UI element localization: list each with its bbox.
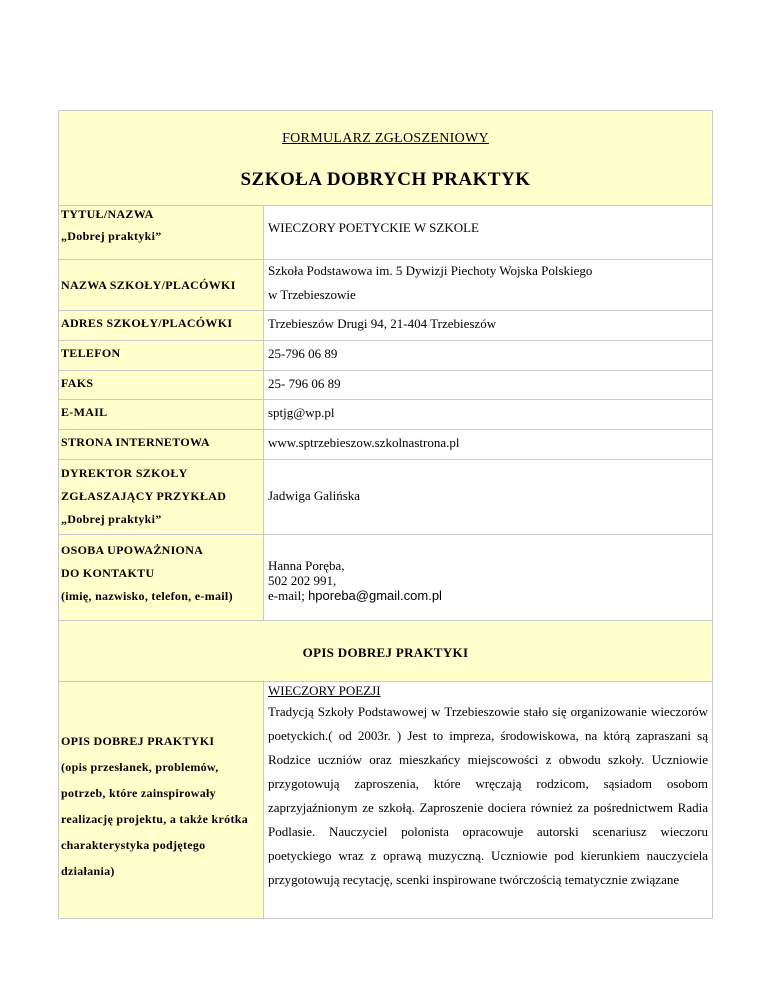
value-email-text: sptjg@wp.pl <box>268 405 335 420</box>
value-www-text: www.sptrzebieszow.szkolnastrona.pl <box>268 435 460 450</box>
label-opis <box>59 682 264 918</box>
row-adres <box>59 311 712 341</box>
row-telefon <box>59 341 712 371</box>
label-opis-line2: (opis przesłanek, problemów, <box>61 760 219 774</box>
value-dyrektor-text: Jadwiga Galińska <box>268 488 361 503</box>
value-dyrektor <box>264 460 712 534</box>
value-opis <box>264 682 712 918</box>
row-nazwa <box>59 260 712 311</box>
label-nazwa <box>59 260 264 310</box>
value-nazwa <box>264 260 712 310</box>
form-header <box>59 111 712 206</box>
value-www <box>264 430 712 459</box>
label-opis-line1: OPIS DOBREJ PRAKTYKI <box>61 734 215 748</box>
value-osoba <box>264 535 712 620</box>
label-nazwa-text: NAZWA SZKOŁY/PLACÓWKI <box>61 278 236 292</box>
label-opis-line5: charakterystyka podjętego <box>61 838 206 852</box>
value-telefon-text: 25-796 06 89 <box>268 346 338 361</box>
opis-heading: WIECZORY POEZJI <box>268 683 381 698</box>
row-www <box>59 430 712 460</box>
label-osoba <box>59 535 264 620</box>
label-adres <box>59 311 264 340</box>
label-opis-line3: potrzeb, które zainspirowały <box>61 786 216 800</box>
label-www <box>59 430 264 459</box>
label-telefon-text: TELEFON <box>61 346 121 360</box>
value-email <box>264 400 712 429</box>
label-tytul-line1: TYTUŁ/NAZWA <box>61 207 154 221</box>
label-dyrektor-line2: ZGŁASZAJĄCY PRZYKŁAD <box>61 489 227 503</box>
label-www-text: STRONA INTERNETOWA <box>61 435 210 449</box>
label-dyrektor <box>59 460 264 534</box>
value-osoba-name: Hanna Poręba, <box>268 558 345 573</box>
value-tytul <box>264 206 712 259</box>
label-dyrektor-line3: „Dobrej praktyki” <box>61 512 162 526</box>
form-title: SZKOŁA DOBRYCH PRAKTYK <box>240 169 531 190</box>
value-nazwa-line2: w Trzebieszowie <box>268 287 356 302</box>
label-email <box>59 400 264 429</box>
value-tytul-text: WIECZORY POETYCKIE W SZKOLE <box>268 220 479 235</box>
value-osoba-phone: 502 202 991, <box>268 573 337 588</box>
opis-header <box>59 621 712 682</box>
value-osoba-email-prefix: e-mail; <box>268 588 309 603</box>
value-telefon <box>264 341 712 370</box>
label-osoba-line1: OSOBA UPOWAŻNIONA <box>61 543 204 557</box>
form-subtitle: FORMULARZ ZGŁOSZENIOWY <box>282 131 489 146</box>
value-osoba-email-link: hporeba@gmail.com.pl <box>308 588 442 603</box>
value-faks <box>264 371 712 399</box>
value-osoba-email <box>268 588 712 603</box>
row-faks <box>59 371 712 400</box>
value-faks-text: 25- 796 06 89 <box>268 376 341 391</box>
label-osoba-line3: (imię, nazwisko, telefon, e-mail) <box>61 589 233 603</box>
label-dyrektor-line1: DYREKTOR SZKOŁY <box>61 466 188 480</box>
label-opis-line4: realizację projektu, a także krótka <box>61 812 249 826</box>
row-osoba <box>59 535 712 621</box>
opis-text: Tradycją Szkoły Podstawowej w Trzebieszowie stało się organizowanie wieczorów poetyckich.( od 2003r. ) Jest to impreza, środowiskowa, na którą zapraszani są Rodzice uczniów oraz mieszkańcy miejscowości z obwodu szkoły. Uczniowie przygotowują zaproszenia, które wręczają rodzicom, sąsiadom osobom zaprzyjaźnionym ze szkołą. Zaproszenie dociera również za pośrednictwem Radia Podlasie. Nauczyciel polonista opracowuje autorski scenariusz wieczoru poetyckiego wraz z oprawą muzyczną. Uczniowie pod kierunkiem nauczyciela przygotowują recytację, scenki inspirowane twórczością tematycznie związane <box>268 704 708 887</box>
row-opis <box>59 682 712 918</box>
row-email <box>59 400 712 430</box>
label-tytul <box>59 206 264 259</box>
label-faks <box>59 371 264 399</box>
row-tytul <box>59 206 712 260</box>
value-adres-text: Trzebieszów Drugi 94, 21-404 Trzebieszów <box>268 316 497 331</box>
value-nazwa-line1: Szkoła Podstawowa im. 5 Dywizji Piechoty Wojska Polskiego <box>268 263 593 278</box>
label-osoba-line2: DO KONTAKTU <box>61 566 155 580</box>
label-telefon <box>59 341 264 370</box>
label-opis-line6: działania) <box>61 864 115 878</box>
label-faks-text: FAKS <box>61 376 94 390</box>
label-email-text: E-MAIL <box>61 405 108 419</box>
row-dyrektor <box>59 460 712 535</box>
label-adres-text: ADRES SZKOŁY/PLACÓWKI <box>61 316 233 330</box>
label-tytul-line2: „Dobrej praktyki” <box>61 229 162 243</box>
application-form <box>58 110 713 919</box>
opis-header-text: OPIS DOBREJ PRAKTYKI <box>302 645 469 660</box>
value-adres <box>264 311 712 340</box>
